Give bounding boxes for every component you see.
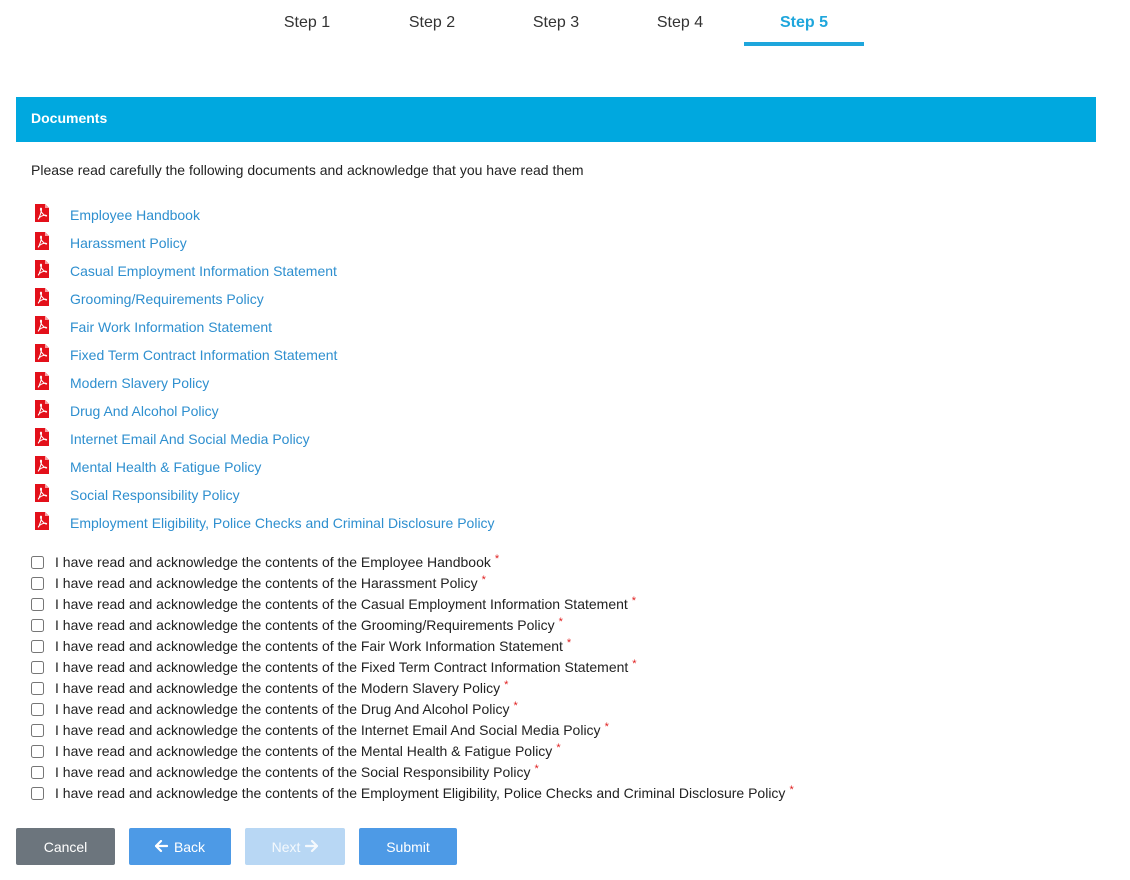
acknowledge-checkbox[interactable] — [31, 661, 44, 674]
acknowledge-checkbox[interactable] — [31, 745, 44, 758]
arrow-right-icon — [305, 839, 318, 855]
acknowledgement-item — [31, 551, 794, 572]
acknowledge-label[interactable]: I have read and acknowledge the contents of the Internet Email And Social Media Policy — [55, 721, 601, 738]
pdf-icon[interactable] — [35, 316, 49, 334]
pdf-icon[interactable] — [35, 204, 49, 222]
document-link[interactable]: Employment Eligibility, Police Checks and Criminal Disclosure Policy — [70, 515, 495, 531]
document-link[interactable]: Fair Work Information Statement — [70, 319, 273, 335]
document-item — [31, 509, 495, 537]
document-link[interactable]: Internet Email And Social Media Policy — [70, 431, 310, 447]
required-asterisk: * — [789, 783, 794, 796]
document-item — [31, 481, 495, 509]
acknowledge-checkbox[interactable] — [31, 577, 44, 590]
acknowledge-checkbox[interactable] — [31, 703, 44, 716]
required-asterisk: * — [558, 615, 563, 628]
pdf-icon[interactable] — [35, 260, 49, 278]
required-asterisk: * — [566, 636, 572, 649]
acknowledge-label[interactable]: I have read and acknowledge the contents of the Mental Health & Fatigue Policy — [55, 742, 553, 759]
document-link[interactable]: Social Responsibility Policy — [70, 487, 240, 503]
acknowledge-checkbox[interactable] — [31, 619, 44, 632]
pdf-icon[interactable] — [35, 344, 49, 362]
document-link[interactable]: Employee Handbook — [70, 207, 200, 223]
document-item — [31, 201, 495, 229]
pdf-icon[interactable] — [35, 400, 49, 418]
required-asterisk: * — [534, 762, 539, 775]
acknowledgement-item — [31, 614, 794, 635]
active-step-indicator — [744, 42, 864, 46]
document-list — [31, 201, 495, 537]
acknowledge-checkbox[interactable] — [31, 598, 44, 611]
acknowledge-label[interactable]: I have read and acknowledge the contents of the Fair Work Information Statement — [55, 637, 563, 654]
document-item — [31, 453, 495, 481]
required-asterisk: * — [604, 720, 609, 733]
acknowledge-checkbox[interactable] — [31, 682, 44, 695]
acknowledge-label[interactable]: I have read and acknowledge the contents of the Casual Employment Information Statement — [55, 595, 628, 612]
document-item — [31, 257, 495, 285]
required-asterisk: * — [632, 657, 637, 670]
document-item — [31, 285, 495, 313]
acknowledgement-item — [31, 761, 794, 782]
step-2-tab[interactable]: Step 2 — [408, 14, 456, 31]
acknowledge-checkbox[interactable] — [31, 766, 44, 779]
cancel-button-label: Cancel — [43, 838, 88, 855]
document-link[interactable]: Casual Employment Information Statement — [70, 263, 337, 279]
acknowledgement-item — [31, 677, 794, 698]
acknowledgement-item — [31, 740, 794, 761]
step-3-tab[interactable]: Step 3 — [532, 14, 580, 31]
required-asterisk: * — [494, 552, 500, 565]
document-link[interactable]: Modern Slavery Policy — [70, 375, 210, 391]
pdf-icon[interactable] — [35, 484, 49, 502]
acknowledgement-item — [31, 698, 794, 719]
acknowledgement-item — [31, 782, 794, 803]
acknowledgement-item — [31, 656, 794, 677]
step-navigation — [0, 0, 1130, 50]
acknowledge-label[interactable]: I have read and acknowledge the contents of the Employee Handbook — [55, 553, 491, 570]
documents-intro-text: Please read carefully the following documents and acknowledge that you have read them — [31, 162, 584, 178]
document-link[interactable]: Drug And Alcohol Policy — [70, 403, 219, 419]
acknowledge-label[interactable]: I have read and acknowledge the contents of the Fixed Term Contract Information Statement — [55, 658, 629, 675]
acknowledgement-item — [31, 593, 794, 614]
next-button-label: Next — [271, 838, 301, 855]
document-item — [31, 341, 495, 369]
acknowledge-label[interactable]: I have read and acknowledge the contents of the Employment Eligibility, Police Checks and Criminal Disclosure Policy — [55, 784, 786, 801]
required-asterisk: * — [481, 573, 486, 586]
arrow-left-icon — [155, 839, 168, 855]
required-asterisk: * — [556, 741, 561, 754]
back-button[interactable] — [129, 828, 231, 865]
document-link[interactable]: Mental Health & Fatigue Policy — [70, 459, 262, 475]
document-item — [31, 369, 495, 397]
required-asterisk: * — [513, 699, 518, 712]
acknowledge-label[interactable]: I have read and acknowledge the contents of the Drug And Alcohol Policy — [55, 700, 510, 717]
pdf-icon[interactable] — [35, 512, 49, 530]
acknowledgement-item — [31, 572, 794, 593]
document-item — [31, 425, 495, 453]
document-link[interactable]: Fixed Term Contract Information Statement — [70, 347, 338, 363]
next-button[interactable] — [245, 828, 345, 865]
acknowledgement-item — [31, 719, 794, 740]
pdf-icon[interactable] — [35, 428, 49, 446]
document-item — [31, 229, 495, 257]
document-item — [31, 397, 495, 425]
acknowledge-checkbox[interactable] — [31, 724, 44, 737]
acknowledge-label[interactable]: I have read and acknowledge the contents of the Harassment Policy — [55, 574, 478, 591]
required-asterisk: * — [504, 678, 509, 691]
document-link[interactable]: Harassment Policy — [70, 235, 187, 251]
pdf-icon[interactable] — [35, 456, 49, 474]
required-asterisk: * — [631, 594, 637, 607]
pdf-icon[interactable] — [35, 232, 49, 250]
acknowledge-checkbox[interactable] — [31, 640, 44, 653]
acknowledgement-list — [31, 551, 794, 803]
pdf-icon[interactable] — [35, 372, 49, 390]
acknowledge-checkbox[interactable] — [31, 556, 44, 569]
cancel-button[interactable] — [16, 828, 115, 865]
submit-button-label: Submit — [386, 838, 430, 855]
step-5-tab[interactable]: Step 5 — [779, 14, 828, 31]
document-link[interactable]: Grooming/Requirements Policy — [70, 291, 264, 307]
step-4-tab[interactable]: Step 4 — [656, 14, 704, 31]
acknowledge-label[interactable]: I have read and acknowledge the contents of the Grooming/Requirements Policy — [55, 616, 555, 633]
acknowledgement-item — [31, 635, 794, 656]
document-item — [31, 313, 495, 341]
documents-panel-header: Documents — [16, 97, 1096, 142]
pdf-icon[interactable] — [35, 288, 49, 306]
acknowledge-label[interactable]: I have read and acknowledge the contents of the Social Responsibility Policy — [55, 763, 531, 780]
back-button-label: Back — [173, 838, 206, 855]
acknowledge-label[interactable]: I have read and acknowledge the contents of the Modern Slavery Policy — [55, 679, 501, 696]
acknowledge-checkbox[interactable] — [31, 787, 44, 800]
step-1-tab[interactable]: Step 1 — [283, 14, 331, 31]
submit-button[interactable] — [359, 828, 457, 865]
